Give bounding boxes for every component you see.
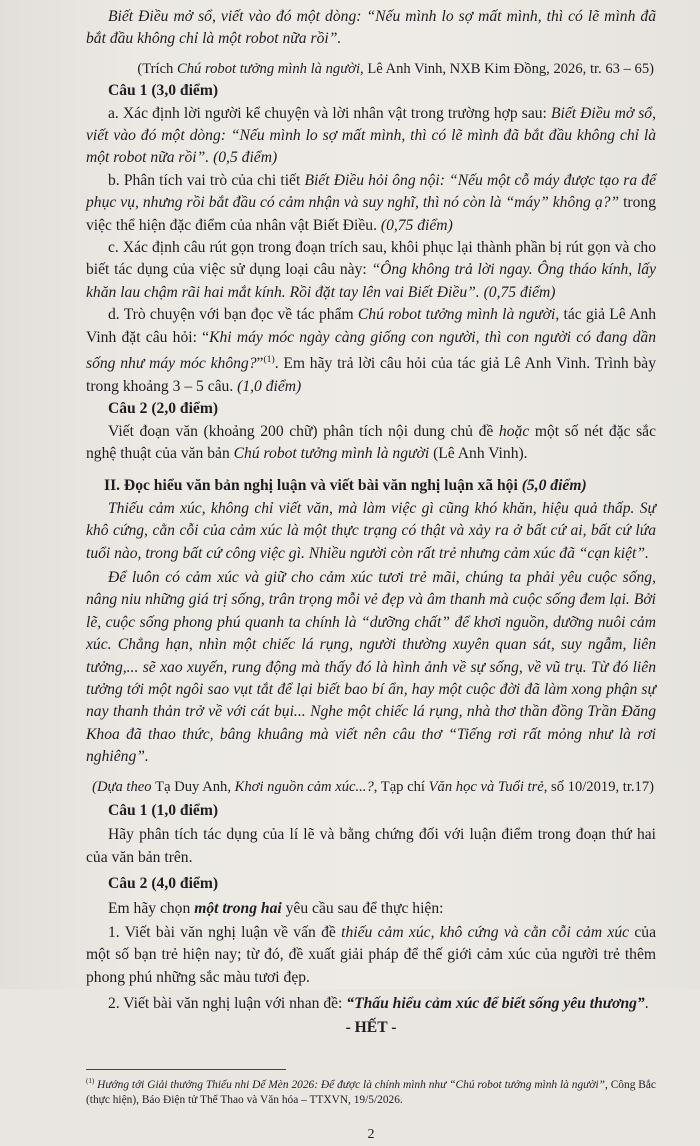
footnote [86,1074,656,1108]
text-run: Văn học và Tuổi trẻ [428,778,544,795]
text-run: một số nét đặc sắc nghệ thuật của văn bản [86,422,656,462]
text-run: Viết đoạn văn (khoảng 200 chữ) phân tích nội dung chủ đề [108,422,499,440]
question-1-heading [108,80,656,102]
text-run: Câu 2 (2,0 điểm) [108,400,219,418]
section-2-question-1 [86,824,656,869]
text-run: (0,75 điểm) [380,216,453,234]
text-run: , số 10/2019, tr.17) [543,778,654,795]
text-run: Câu 2 (4,0 điểm) [108,875,219,893]
text-run: Em hãy chọn [108,899,195,917]
text-run: “Thấu hiểu cảm xúc để biết sống yêu thương” [346,995,645,1013]
question-1a [86,103,656,170]
text-run: (1) [263,354,275,366]
essay-paragraph-2 [86,567,656,769]
text-run: Biết Điều hỏi ông nội: “Nếu một cỗ máy được tạo ra để phục vụ, nhưng rồi bắt đầu có cảm nhận và suy nghĩ, thì nó còn là “máy” không ạ?” [86,171,657,212]
text-run: ” [256,355,264,373]
text-run: trong việc thể hiện đặc điểm của nhân vật Biết Điều. [86,194,657,234]
section-2-question-2-option-1 [86,922,656,989]
text-run: b. Phân tích vai trò của chi tiết [108,171,305,189]
text-run: Biết Điều mở sổ, viết vào đó một dòng: “Nếu mình lo sợ mất mình, thì có lẽ mình đã bắt đầu không chỉ là một robot nữa rồi”. (0,5 điểm) [86,104,657,167]
text-run: Khi máy móc ngày càng giống con người, thì con người có đang dần sống như máy móc không? [86,328,656,373]
section-2-question-2-option-2 [86,993,656,1015]
text-run: c. Xác định câu rút gọn trong đoạn trích sau, khôi phục lại thành phần bị rút gọn và cho biết tác dụng của việc sử dụng loại câu này: [86,239,656,279]
text-run: Tạ Duy Anh, [155,778,235,795]
text-run: Hãy phân tích tác dụng của lí lẽ và bằng chứng đối với luận điểm trong đoạn thứ hai của văn bản trên. [86,826,656,866]
page-number [86,1124,656,1146]
text-run: 2. Viết bài văn nghị luận với nhan đề: [108,995,347,1013]
text-run: thiếu cảm xúc, khô cứng và cằn cỗi cảm xúc [341,924,630,942]
question-1b [86,170,656,237]
text-run: (Trích [137,60,178,77]
text-run: . Em hãy trả lời câu hỏi của tác giả Lê Anh Vinh. Trình bày trong khoảng 3 – 5 câu. [86,355,656,395]
text-run: Khơi nguồn cảm xúc...? [234,778,374,795]
section-2-question-1-heading [108,800,656,822]
text-run: Câu 1 (3,0 điểm) [108,82,219,100]
text-run: . [644,995,649,1013]
story-excerpt-end [86,6,656,51]
text-run: Để luôn có cảm xúc và giữ cho cảm xúc tươi trẻ mãi, chúng ta phải yêu cuộc sống, nâng niu những giá trị sống, trân trọng mỗi vẻ đẹp và âm thanh mà cuộc sống đem lại. Bởi lẽ, cuộc sống phong phú quanh ta chính là “dưỡng chất” để khơi nguồn, dưỡng nuôi cảm xúc. Chẳng hạn, nhìn một chiếc lá rụng, người thường xuyên quan sát, suy ngẫm, liên tưởng,... sẽ xao xuyến, rung động mà thấy đó là hình ảnh về sự sống, về vũ trụ. Từ đó liên tưởng tới một ngôi sao vụt tắt để lại biết bao bí ẩn, hay một cuộc đời đã làm xong phận sự nay thanh thản trở về với cát bụi... Nghe một chiếc lá rụng, nhà thơ thần đồng Trần Đăng Khoa đã thao thức, bâng khuâng mà viết nên câu thơ “Tiếng rơi rất mỏng như là rơi nghiêng”. [86,568,656,766]
text-run: Biết Điều mở sổ, viết vào đó một dòng: “Nếu mình lo sợ mất mình, thì có lẽ mình đã bắt đầu không chỉ là một robot nữa rồi”. [86,8,656,48]
text-run: (Dựa theo [92,778,156,795]
section-2-question-2-heading [108,873,656,895]
question-2-heading [108,398,656,420]
text-run: Chú robot tưởng mình là người [233,444,430,462]
excerpt-source [86,58,654,80]
end-marker [86,1017,656,1039]
text-run: Chú robot tưởng mình là người [357,306,556,324]
text-run: II. Đọc hiểu văn bản nghị luận và viết bài văn nghị luận xã hội [104,477,522,495]
essay-source [86,776,654,798]
text-run: 1. Viết bài văn nghị luận về vấn đề [108,924,342,942]
text-run: Thiếu cảm xúc, không chỉ viết văn, mà làm việc gì cũng khó khăn, hiệu quả thấp. Sự khô cứng, cằn cỗi của cảm xúc là một thực trạng có thật và xảy ra ở bất cứ ai, bất cứ lứa tuổi nào, trong bất cứ công việc gì. Nhiều người còn rất trẻ nhưng cảm xúc đã “cạn kiệt”. [86,499,656,562]
text-run: , Tạp chí [373,778,429,795]
text-run: của một số bạn trẻ hiện nay; từ đó, đề xuất giải pháp để thế giới cảm xúc của người trẻ thêm phong phú những sắc màu tươi đẹp. [86,924,656,986]
section-2-heading [104,475,656,497]
text-run: Hướng tới Giải thưởng Thiếu nhi Dế Mèn 2026: Để được là chính mình như “Chú robot tưởng mình là người” [94,1078,605,1091]
question-1c [86,237,656,304]
text-run: 2 [367,1126,375,1142]
text-run: , Lê Anh Vinh, NXB Kim Đồng, 2026, tr. 63 – 65) [360,60,654,77]
text-run: (1) [86,1077,95,1086]
text-run: Câu 1 (1,0 điểm) [108,802,219,819]
text-run: (Lê Anh Vinh). [429,444,528,462]
text-run: (1,0 điểm) [237,377,302,395]
text-run: Chú robot tưởng mình là người [177,60,361,77]
text-run: hoặc [498,422,530,440]
text-run: , Công Bắc (thực hiện), Báo Điện tử Thể Thao và Văn hóa – TTXVN, 19/5/2026. [86,1078,656,1106]
text-run: , tác giả Lê Anh Vinh đặt câu hỏi: “ [86,306,656,346]
question-2 [86,421,656,466]
text-run: a. Xác định lời người kể chuyện và lời nhân vật trong trường hợp sau: [108,104,551,122]
text-run: - HẾT - [345,1018,397,1036]
footnote-divider [86,1069,286,1070]
text-run: “Ông không trả lời ngay. Ông tháo kính, lấy khăn lau chậm rãi hai mắt kính. Rồi đặt tay lên vai Biết Điều”. (0,75 điểm) [86,261,657,301]
section-2-question-2-intro [86,898,656,920]
text-run: yêu cầu sau để thực hiện: [281,899,444,917]
text-run: d. Trò chuyện với bạn đọc về tác phẩm [108,306,358,324]
text-run: (5,0 điểm) [521,477,587,495]
text-run: một trong hai [194,899,282,917]
essay-paragraph-1 [86,498,656,565]
question-1d [86,304,656,398]
